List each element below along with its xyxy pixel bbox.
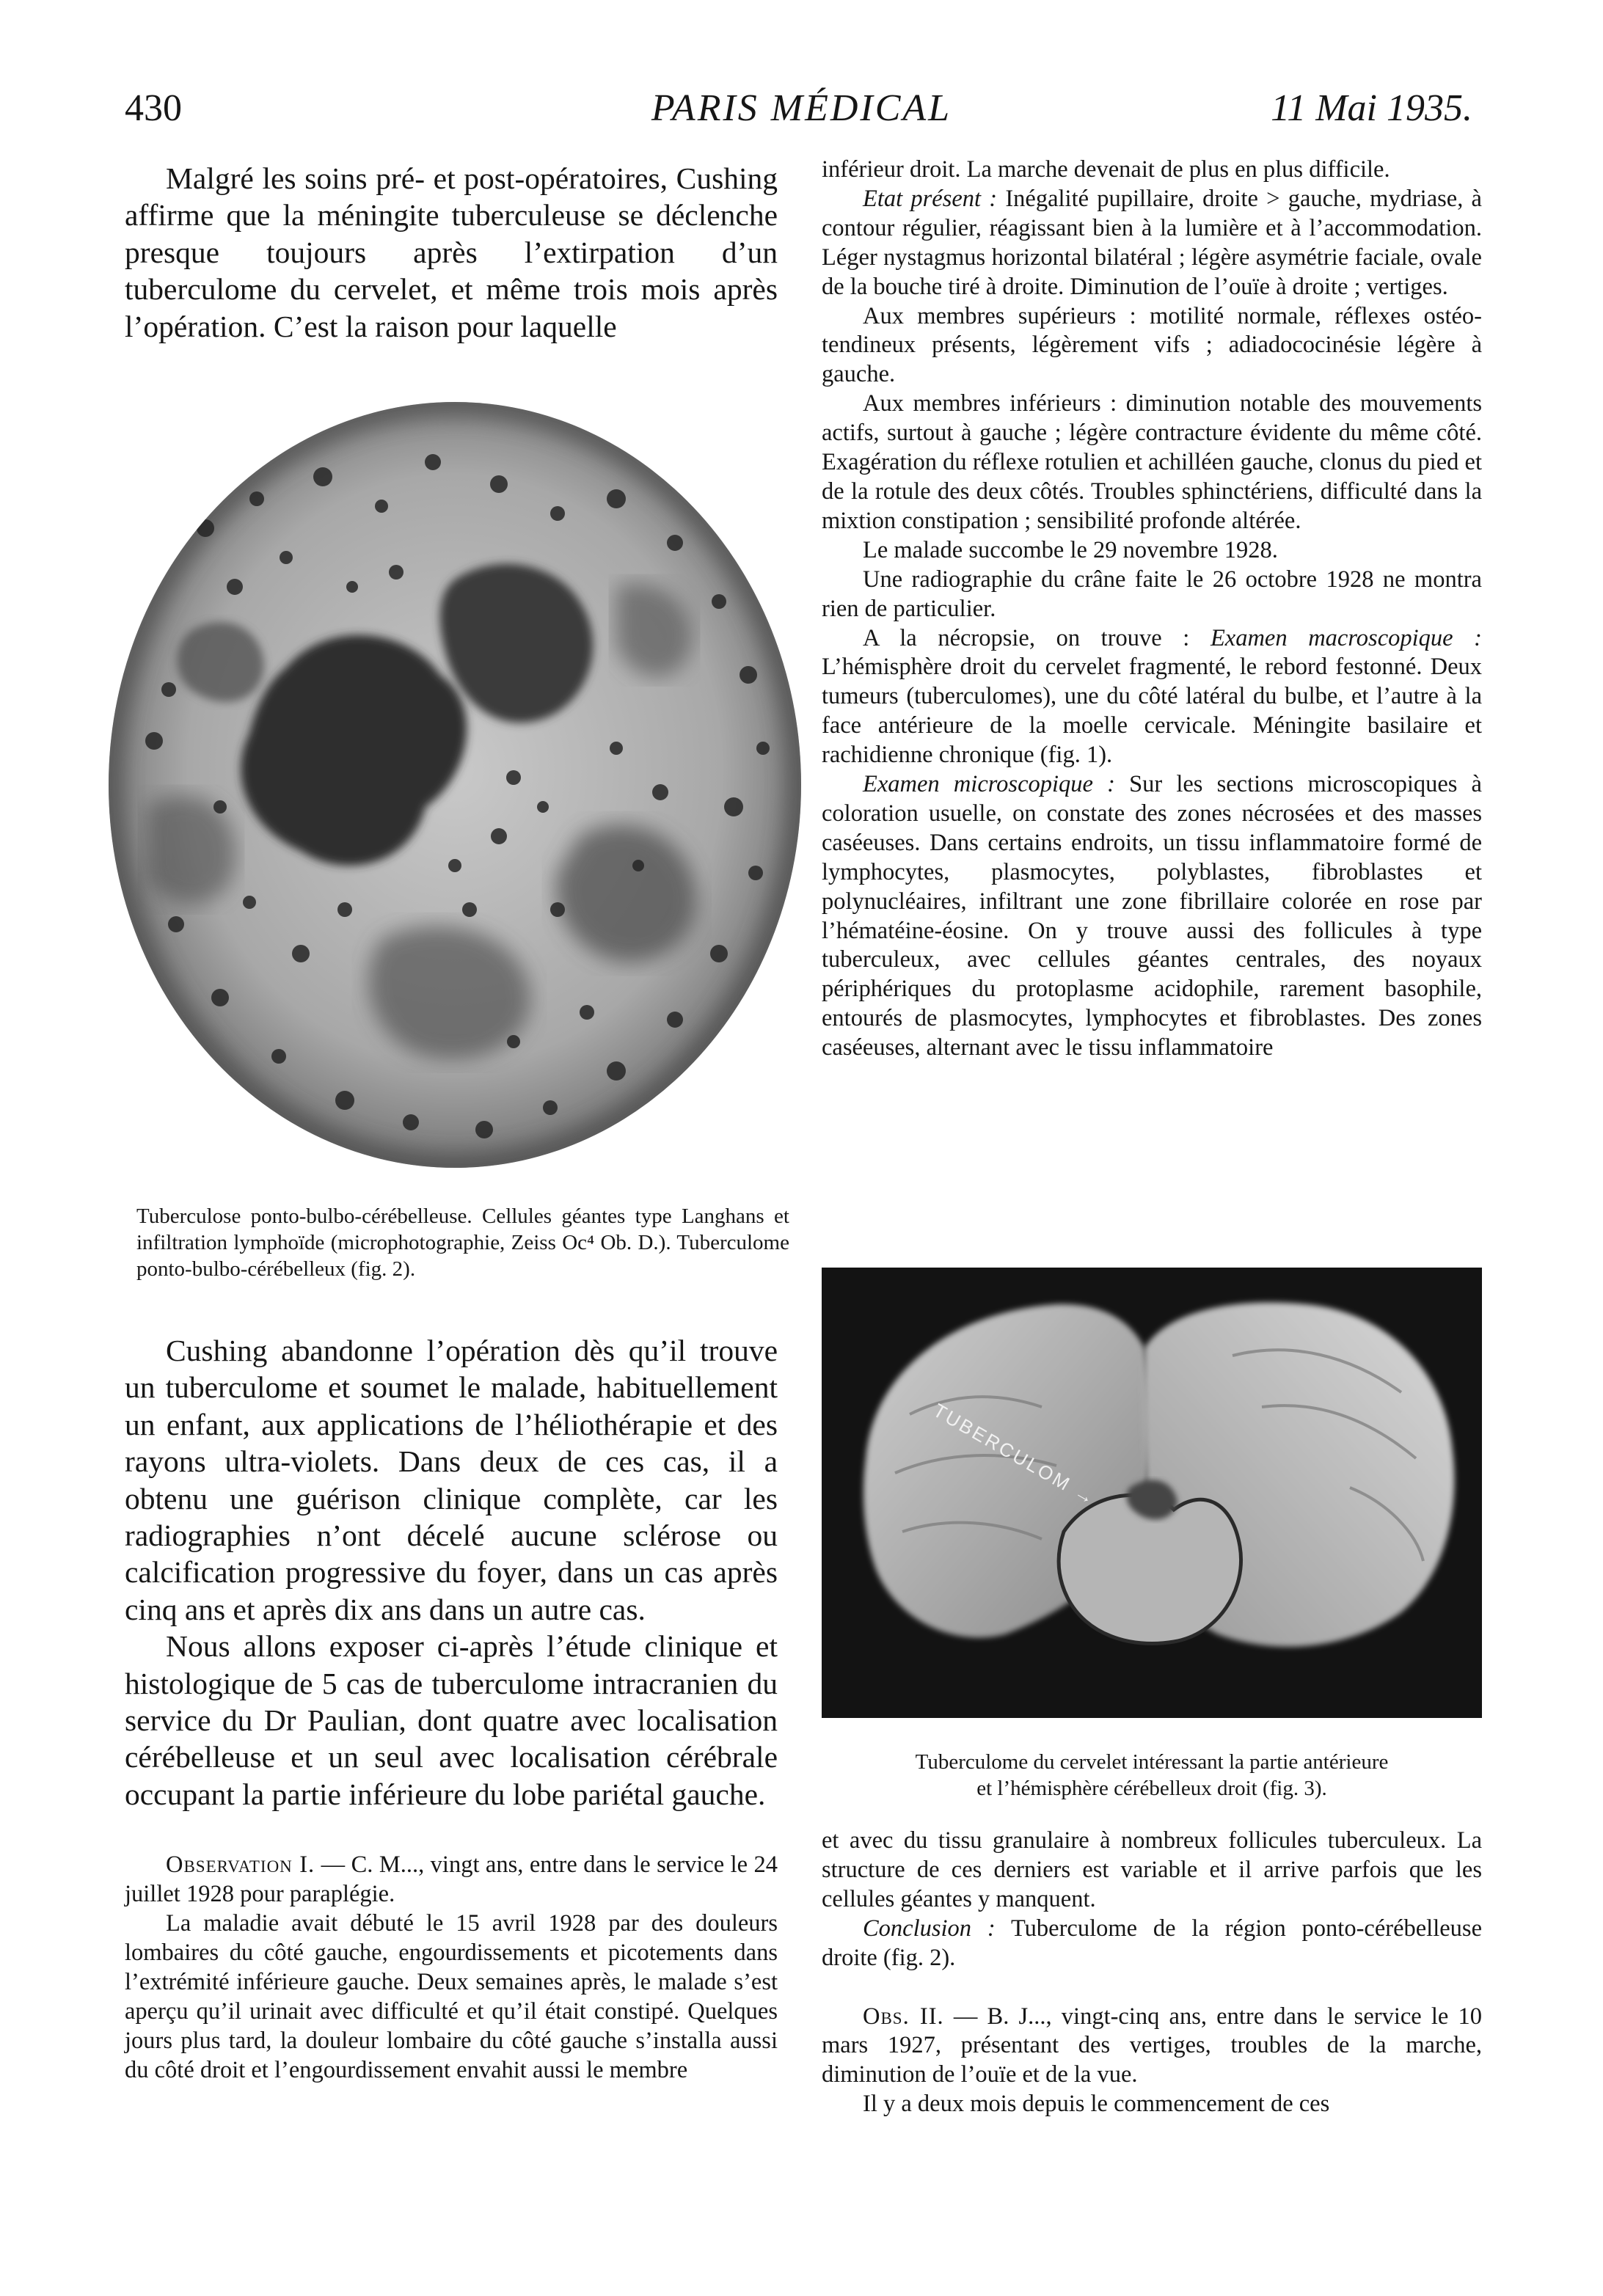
micro-text: Sur les sections microscopiques à coloration usuelle, on constate des zones nécrosées et des masses caséeuses. Dans certains endroits, un tissu inflammatoire formé de lymphocytes, plasmocytes, polyblastes, fibroblastes et polynucléaires, infiltrant une zone fibrillaire colorée en rose par l’hématéine-éosine. On y trouve aussi des follicules à type tuberculeux, avec cellules géantes centrales, des noyaux périphériques du protoplasme acidophile, rarement basophile, entourés de plasmocytes, lymphocytes et fibroblastes. Des zones caséeuses, alternant avec le tissu inflammatoire <box>822 771 1482 1061</box>
para-conclusion <box>822 1915 1482 1973</box>
para-exposer: Nous allons exposer ci-après l’étude clinique et histologique de 5 cas de tuberculome intracranien du service du Dr Paulian, dont quatre avec localisation cérébelleuse et un seul avec localisation cérébrale occupant la partie inférieure du lobe pariétal gauche. <box>125 1629 778 1811</box>
para-follicules: et avec du tissu granulaire à nombreux follicules tuberculeux. La structure de ces derniers est variable et il arrive parfois que les cellules géantes y manquent. <box>822 1827 1482 1912</box>
fig2-caption-block <box>136 1203 789 1282</box>
obs2-heading: Obs. II. <box>863 2003 944 2030</box>
conclusion-label: Conclusion : <box>863 1915 996 1942</box>
para-marche: inférieur droit. La marche devenait de plus en plus difficile. <box>822 156 1390 183</box>
right-top <box>822 156 1482 1063</box>
left-intro <box>125 160 778 345</box>
conclusion-text: Tuberculome de la région ponto-cérébelleuse droite (fig. 2). <box>822 1915 1482 1971</box>
etat-label: Etat présent : <box>863 185 998 212</box>
right-bottom <box>822 1827 1482 2119</box>
macro-label: Examen macroscopique : <box>1210 624 1482 651</box>
left-body <box>125 1332 778 2085</box>
page-number: 430 <box>125 87 182 129</box>
obs2-paragraph <box>822 2003 1482 2091</box>
obs1-paragraph <box>125 1851 778 1909</box>
fig3-caption-block <box>822 1749 1482 1802</box>
para-necropsie <box>822 624 1482 771</box>
obs1-heading: Observation I. <box>166 1851 315 1879</box>
para-etat-present <box>822 185 1482 302</box>
figure-3-photo <box>822 1268 1482 1718</box>
issue-date: 11 Mai 1935. <box>1271 87 1472 129</box>
necropsie-lead: A la nécropsie, on trouve : <box>863 624 1211 651</box>
etat-text: Inégalité pupillaire, droite > gauche, mydriase, à contour régulier, réagissant bien à la lumière et à l’accommodation. Léger nystagmus horizontal bilatéral ; légère asymétrie faciale, ovale de la bouche tiré à droite. Diminution de l’ouïe à droite ; vertiges. <box>822 185 1482 300</box>
tuberculom-label: TUBERCULOM → <box>930 1399 1100 1510</box>
macro-text: L’hémisphère droit du cervelet fragmenté, le rebord festonné. Deux tumeurs (tuberculomes), une du côté latéral du bulbe, et l’autre à la face antérieure de la moelle cervicale. Méningite basilaire et rachidienne chronique (fig. 1). <box>822 654 1482 769</box>
journal-title: PARIS MÉDICAL <box>651 87 952 129</box>
para-microscopique <box>822 770 1482 1063</box>
cerebellum-image <box>822 1268 1482 1718</box>
para-membres-inferieurs: Aux membres inférieurs : diminution notable des mouvements actifs, surtout à gauche ; légère contracture évidente du même côté. Exagération du réflexe rotulien et achilléen gauche, clonus du pied et de la rotule des deux côtés. Troubles sphinctériens, difficulté dans la mixtion constipation ; sensibilité profonde altérée. <box>822 390 1482 534</box>
figure-2-micrograph <box>103 396 807 1174</box>
micrograph-image <box>103 396 807 1174</box>
fig2-caption: Tuberculose ponto-bulbo-cérébelleuse. Cellules géantes type Langhans et infiltration lymphoïde (microphotographie, Zeiss Oc⁴ Ob. D.). Tuberculome ponto-bulbo-cérébelleux (fig. 2). <box>136 1204 789 1281</box>
intro-paragraph: Malgré les soins pré- et post-opératoires, Cushing affirme que la méningite tuberculeuse se déclenche presque toujours après l’extirpation d’un tuberculome du cervelet, et même trois mois après l’opération. C’est la raison pour laquelle <box>125 161 778 343</box>
obs1-text: — C. M..., vingt ans, entre dans le service le 24 juillet 1928 pour paraplégie. <box>125 1851 778 1908</box>
micro-label: Examen microscopique : <box>863 771 1115 798</box>
obs1-history: La maladie avait débuté le 15 avril 1928 par des douleurs lombaires du côté gauche, engourdissements et picotements dans l’extrémité inférieure gauche. Deux semaines après, le malade s’est aperçu qu’il urinait avec difficulté et qu’il était constipé. Quelques jours plus tard, la douleur lombaire du côté gauche s’installa aussi du côté droit et l’engourdissement envahit aussi le membre <box>125 1910 778 2083</box>
para-membres-superieurs: Aux membres supérieurs : motilité normale, réflexes ostéo-tendineux présents, légèrement vifs ; adiadococinésie légère à gauche. <box>822 302 1482 388</box>
fig3-caption-line1: Tuberculome du cervelet intéressant la partie antérieure <box>915 1750 1389 1774</box>
para-deces: Le malade succombe le 29 novembre 1928. <box>863 536 1278 563</box>
para-radiographie: Une radiographie du crâne faite le 26 octobre 1928 ne montra rien de particulier. <box>822 566 1482 622</box>
obs2-text: — B. J..., vingt-cinq ans, entre dans le service le 10 mars 1927, présentant des vertiges, troubles de la marche, diminution de l’ouïe et de la vue. <box>822 2003 1482 2088</box>
para-last: Il y a deux mois depuis le commencement de ces <box>863 2091 1330 2118</box>
para-cushing: Cushing abandonne l’opération dès qu’il trouve un tuberculome et soumet le malade, habituellement un enfant, aux applications de l’héliothérapie et des rayons ultra-violets. Dans deux de ces cas, il a obtenu une guérison clinique complète, car les radiographies n’ont décelé aucune sclérose ou calcification progressive du foyer, dans un cas après cinq ans et après dix ans dans un autre cas. <box>125 1334 778 1626</box>
fig3-caption-line2: et l’hémisphère cérébelleux droit (fig. 3). <box>976 1777 1327 1800</box>
